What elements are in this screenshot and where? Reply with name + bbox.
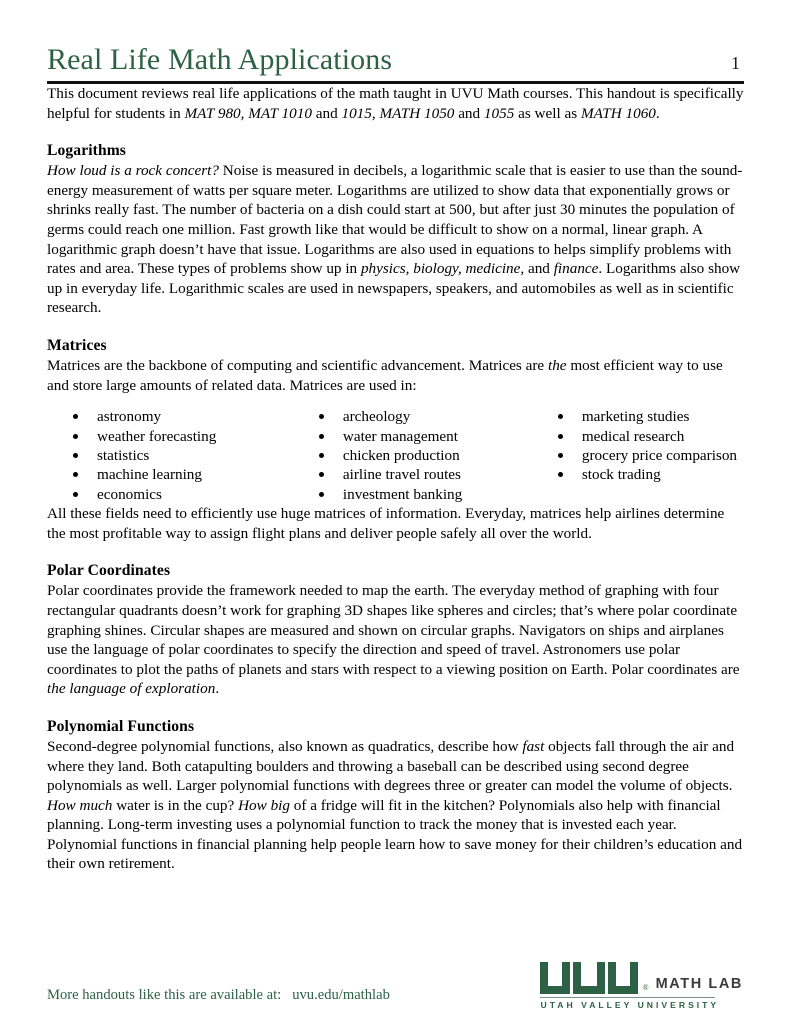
bullet-column-1 (47, 407, 305, 504)
polar-emphasis-exploration: the language of exploration (47, 680, 216, 698)
matrices-paragraph (47, 356, 744, 395)
footer-note-label: More handouts like this are available at: (47, 987, 282, 1003)
logarithms-paragraph (47, 161, 744, 318)
logarithms-finance: finance (553, 260, 599, 278)
matrices-body-2: most efficient way to use and store large amounts of related data. Matrices are used in: (47, 356, 723, 394)
course-codes-3: 1055 (483, 104, 515, 122)
polynomial-paragraph (47, 737, 744, 874)
polar-body-2: . (215, 680, 220, 698)
document-header (47, 42, 744, 80)
intro-text-3: and (454, 104, 484, 122)
list-item (311, 427, 542, 446)
logarithms-body-3: . Logarithms also show up in everyday life. Logarithmic scales are used in newspapers, speakers, and automobiles as well as in scientific research. (47, 260, 741, 317)
mathlab-url-link[interactable]: uvu.edu/mathlab (292, 987, 390, 1003)
list-item-label: statistics (97, 446, 150, 464)
section-polynomial-functions (47, 717, 744, 874)
matrices-emphasis-the: the (547, 356, 567, 374)
course-codes-4: MATH 1060 (580, 104, 656, 122)
list-item-label: archeology (342, 408, 411, 426)
bullet-dot-icon (73, 434, 78, 439)
list-item-label: airline travel routes (342, 466, 461, 484)
intro-text-4: as well as (514, 104, 581, 122)
heading-polar-coordinates: Polar Coordinates (47, 562, 171, 580)
list-item (65, 427, 305, 446)
page-number: 1 (731, 53, 740, 73)
heading-matrices: Matrices (47, 336, 107, 354)
logarithms-lead-question: How loud is a rock concert? (47, 162, 219, 180)
course-codes-2: 1015, MATH 1050 (341, 104, 455, 122)
registered-trademark-icon: ® (642, 983, 649, 992)
polynomial-body-2: objects fall through the air and where they land. Both catapulting boulders and throwing a baseball can be described using second degree polynomials as well. Larger polynomial functions with degrees three or greater can model the volume of objects. (47, 737, 735, 795)
list-item-label: weather forecasting (97, 427, 217, 445)
bullet-list-3 (550, 407, 744, 485)
document-footer (47, 962, 761, 1010)
bullet-dot-icon (319, 434, 324, 439)
list-item-label: economics (97, 485, 162, 503)
bullet-dot-icon (319, 453, 324, 458)
list-item (65, 465, 305, 484)
list-item-label: water management (342, 427, 458, 445)
list-item-label: grocery price comparison (581, 446, 738, 464)
section-logarithms (47, 141, 744, 318)
bullet-list-1 (65, 407, 305, 504)
list-item-label: astronomy (97, 408, 162, 426)
list-item (550, 427, 744, 446)
list-item (550, 446, 744, 465)
section-matrices (47, 336, 744, 543)
list-item (65, 446, 305, 465)
list-item (65, 485, 305, 504)
bullet-dot-icon (558, 472, 563, 477)
list-item-label: marketing studies (581, 408, 690, 426)
uvu-letter-u2-icon (608, 962, 638, 994)
list-item-label: investment banking (342, 485, 463, 503)
bullet-column-2 (305, 407, 542, 504)
list-item-label: stock trading (581, 466, 661, 484)
section-polar-coordinates (47, 561, 744, 699)
heading-logarithms: Logarithms (47, 142, 126, 160)
intro-text-5: . (655, 104, 660, 122)
bullet-dot-icon (319, 414, 324, 419)
polynomial-emphasis-fast: fast (522, 737, 545, 755)
intro-paragraph (47, 84, 744, 123)
logarithms-body-1: Noise is measured in decibels, a logarithmic scale that is easier to use than the sound-energy measurement of watts per square meter. Logarithms are utilized to show data that exponentially grows or shrinks really fast. The number of bacteria on a dish could start at 500, but after just 30 minutes the population of germs could reach one million. Fast growth like that would be difficult to show on a normal, linear graph. A logarithmic graph doesn’t have that issue. Logarithms are also used in equations to helps simplify problems with rates and area. These types of problems show up in (47, 162, 743, 278)
uvu-math-lab-logo (540, 962, 761, 1010)
bullet-dot-icon (558, 453, 563, 458)
uvu-letter-u1-icon (540, 962, 570, 994)
matrices-body-1: Matrices are the backbone of computing and scientific advancement. Matrices are (47, 356, 548, 374)
matrices-closing-paragraph: All these fields need to efficiently use huge matrices of information. Everyday, matrices help airlines determine the most profitable way to assign flight plans and deliver people safely all over the world. (47, 505, 725, 542)
bullet-dot-icon (73, 472, 78, 477)
university-tagline: UTAH VALLEY UNIVERSITY (540, 1000, 720, 1010)
matrices-applications-list (47, 407, 744, 504)
bullet-column-3 (542, 407, 744, 504)
bullet-dot-icon (73, 492, 78, 497)
list-item (65, 407, 305, 426)
list-item (311, 485, 542, 504)
uvu-wordmark-icon (540, 962, 648, 994)
logo-divider (540, 997, 715, 998)
intro-text-1: This document reviews real life applications of the math taught in UVU Math courses. This handout is specifically helpful for students in (47, 85, 744, 122)
bullet-dot-icon (558, 434, 563, 439)
polynomial-body-3: water is in the cup? (112, 796, 239, 814)
course-codes-1: MAT 980, MAT 1010 (184, 104, 312, 122)
bullet-dot-icon (73, 453, 78, 458)
list-item-label: machine learning (97, 466, 202, 484)
polynomial-emphasis-howbig: How big (238, 796, 290, 814)
intro-text-2: and (311, 104, 342, 122)
bullet-dot-icon (558, 414, 563, 419)
heading-polynomial-functions: Polynomial Functions (47, 717, 195, 735)
polynomial-body-1: Second-degree polynomial functions, also known as quadratics, describe how (47, 737, 523, 755)
footer-note (47, 986, 390, 1010)
list-item (550, 465, 744, 484)
list-item-label: medical research (581, 427, 685, 445)
polynomial-emphasis-howmuch: How much (47, 796, 113, 814)
polar-paragraph (47, 581, 744, 699)
list-item-label: chicken production (342, 446, 460, 464)
polynomial-body-4: of a fridge will fit in the kitchen? Polynomials also help with financial planning. Long-term investing uses a polynomial function to track the money that is invested each year. Polynomial functions in financial planning help people learn how to save money for their children’s education and their own retirement. (47, 796, 743, 873)
bullet-list-2 (311, 407, 542, 504)
list-item (311, 407, 542, 426)
polar-body-1: Polar coordinates provide the framework needed to map the earth. The everyday method of graphing with four rectangular quadrants doesn’t work for graphing 3D shapes like spheres and circles; that’s where polar coordinate graphing shines. Circular shapes are measured and shown on circular graphs. Navigators on ships and airplanes use the language of polar coordinates to specify the direction and speed of travel. Astronomers use polar coordinates to plot the paths of planets and stars with respect to a viewing position on Earth. Polar coordinates are (47, 582, 740, 678)
math-lab-wordmark: MATH LAB (655, 976, 743, 992)
list-item (550, 407, 744, 426)
logo-wordmark-row (540, 962, 743, 994)
bullet-dot-icon (73, 414, 78, 419)
logarithms-body-2: and (524, 260, 554, 278)
uvu-letter-v-icon (573, 962, 605, 994)
bullet-dot-icon (319, 472, 324, 477)
page-title: Real Life Math Applications (47, 43, 393, 76)
bullet-dot-icon (319, 492, 324, 497)
list-item (311, 446, 542, 465)
logarithms-fields: physics, biology, medicine, (360, 260, 525, 278)
list-item (311, 465, 542, 484)
